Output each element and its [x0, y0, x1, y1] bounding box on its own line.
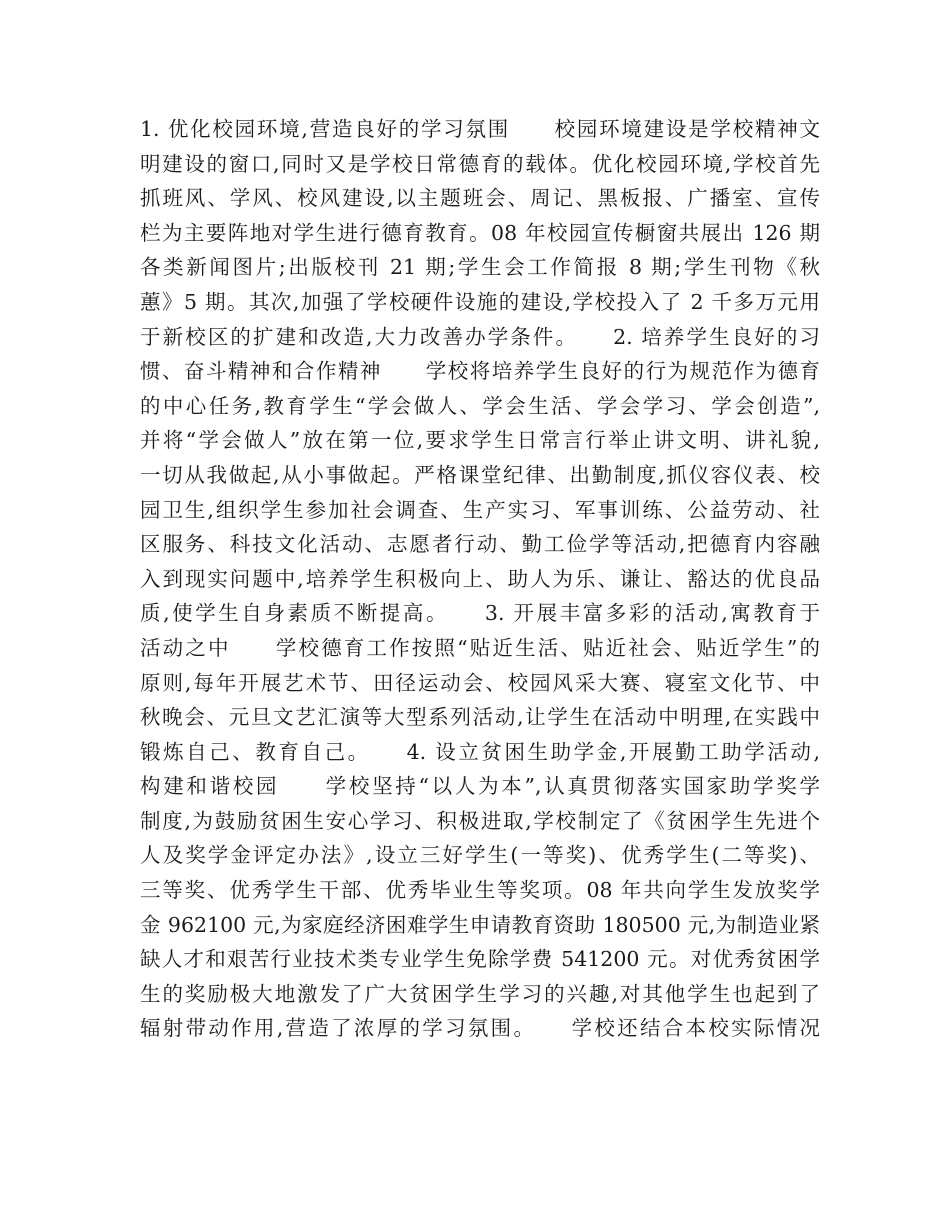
text-line: 并将“学会做人”放在第一位,要求学生日常言行举止讲文明、讲礼貌,: [140, 428, 820, 453]
text-line: 秋晚会、元旦文艺汇演等大型系列活动,让学生在活动中明理,在实践中: [140, 705, 820, 730]
text-line: 惯、奋斗精神和合作精神 学校将培养学生良好的行为规范作为德育: [140, 359, 820, 384]
text-line: 辐射带动作用,营造了浓厚的学习氛围。 学校还结合本校实际情况: [140, 1016, 820, 1041]
text-line: 区服务、科技文化活动、志愿者行动、勤工俭学等活动,把德育内容融: [140, 532, 820, 557]
text-line: 金 962100 元,为家庭经济困难学生申请教育资助 180500 元,为制造业紧: [140, 912, 820, 937]
text-line: 的中心任务,教育学生“学会做人、学会生活、学会学习、学会创造”,: [140, 393, 820, 418]
text-line: 园卫生,组织学生参加社会调查、生产实习、军事训练、公益劳动、社: [140, 497, 820, 522]
text-line: 原则,每年开展艺术节、田径运动会、校园风采大赛、寝室文化节、中: [140, 670, 820, 695]
text-line: 于新校区的扩建和改造,大力改善办学条件。 2. 培养学生良好的习: [140, 324, 820, 349]
text-line: 明建设的窗口,同时又是学校日常德育的载体。优化校园环境,学校首先: [140, 151, 820, 176]
text-line: 入到现实问题中,培养学生积极向上、助人为乐、谦让、豁达的优良品: [140, 566, 820, 591]
text-line: 1. 优化校园环境,营造良好的学习氛围 校园环境建设是学校精神文: [140, 117, 820, 141]
text-line: 各类新闻图片;出版校刊 21 期;学生会工作简报 8 期;学生刊物《秋: [140, 255, 820, 280]
text-line: 一切从我做起,从小事做起。严格课堂纪律、出勤制度,抓仪容仪表、校: [140, 462, 820, 487]
text-line: 锻炼自己、教育自己。 4. 设立贫困生助学金,开展勤工助学活动,: [140, 739, 820, 764]
text-line: 质,使学生自身素质不断提高。 3. 开展丰富多彩的活动,寓教育于: [140, 601, 820, 626]
text-line: 构建和谐校园 学校坚持“以人为本”,认真贯彻落实国家助学奖学: [140, 774, 820, 799]
text-line: 抓班风、学风、校风建设,以主题班会、周记、黑板报、广播室、宣传: [140, 186, 820, 211]
text-line: 人及奖学金评定办法》,设立三好学生(一等奖)、优秀学生(二等奖)、: [140, 843, 820, 868]
text-line: 活动之中 学校德育工作按照“贴近生活、贴近社会、贴近学生”的: [140, 635, 820, 660]
text-line: 三等奖、优秀学生干部、优秀毕业生等奖项。08 年共向学生发放奖学: [140, 878, 820, 903]
text-line: 生的奖励极大地激发了广大贫困学生学习的兴趣,对其他学生也起到了: [140, 981, 820, 1006]
text-line: 制度,为鼓励贫困生安心学习、积极进取,学校制定了《贫困学生先进个: [140, 808, 820, 833]
body-text: [140, 112, 820, 1046]
text-line: 栏为主要阵地对学生进行德育教育。08 年校园宣传橱窗共展出 126 期: [140, 220, 820, 245]
text-line: 缺人才和艰苦行业技术类专业学生免除学费 541200 元。对优秀贫困学: [140, 947, 820, 972]
text-line: 蕙》5 期。其次,加强了学校硬件设施的建设,学校投入了 2 千多万元用: [140, 289, 820, 314]
